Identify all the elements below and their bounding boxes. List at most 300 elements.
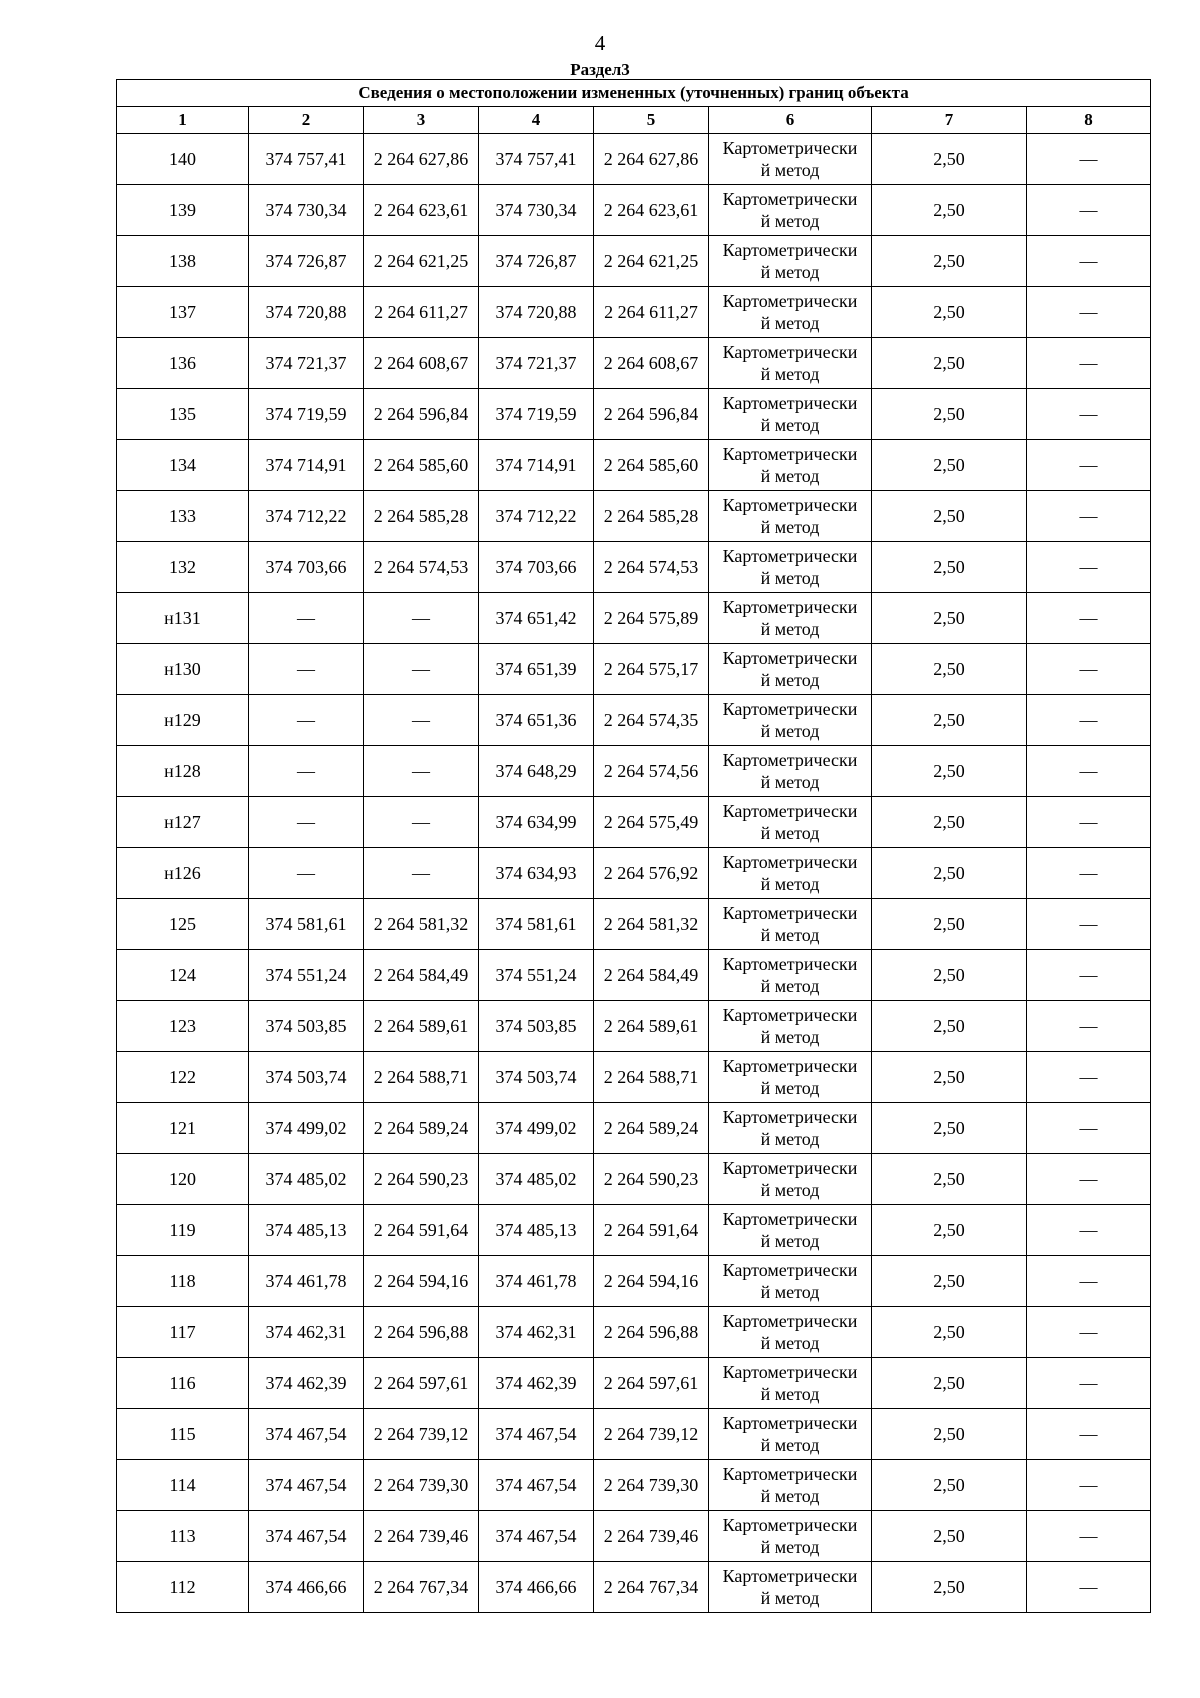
accuracy-cell: 2,50	[872, 491, 1027, 542]
point-number-cell: н128	[117, 746, 249, 797]
table-row	[117, 185, 1151, 236]
table-row	[117, 542, 1151, 593]
note-cell: —	[1027, 797, 1151, 848]
method-cell	[709, 899, 872, 950]
table-row	[117, 1562, 1151, 1613]
existing-x-cell: 374 719,59	[249, 389, 364, 440]
new-x-cell: 374 757,41	[479, 134, 594, 185]
note-cell: —	[1027, 338, 1151, 389]
point-number-cell: 136	[117, 338, 249, 389]
existing-y-cell: 2 264 585,28	[364, 491, 479, 542]
method-text: й метод	[760, 1282, 820, 1302]
point-number-cell: 117	[117, 1307, 249, 1358]
new-x-cell: 374 503,85	[479, 1001, 594, 1052]
existing-x-cell: 374 726,87	[249, 236, 364, 287]
method-text: Картометрически	[722, 342, 858, 362]
method-text: й метод	[760, 1537, 820, 1557]
table-caption-row	[117, 80, 1151, 107]
existing-y-cell: 2 264 591,64	[364, 1205, 479, 1256]
new-y-cell: 2 264 596,84	[594, 389, 709, 440]
new-y-cell: 2 264 596,88	[594, 1307, 709, 1358]
point-number-cell: 138	[117, 236, 249, 287]
existing-y-cell: 2 264 623,61	[364, 185, 479, 236]
new-y-cell: 2 264 589,61	[594, 1001, 709, 1052]
point-number-cell: 139	[117, 185, 249, 236]
method-text: й метод	[760, 976, 820, 996]
column-number: 8	[1027, 107, 1151, 134]
accuracy-cell: 2,50	[872, 1001, 1027, 1052]
method-text: й метод	[760, 925, 820, 945]
existing-y-cell: 2 264 767,34	[364, 1562, 479, 1613]
table-row	[117, 1409, 1151, 1460]
method-text: Картометрически	[722, 1413, 858, 1433]
method-text: й метод	[760, 874, 820, 894]
note-cell: —	[1027, 1001, 1151, 1052]
existing-y-cell: 2 264 621,25	[364, 236, 479, 287]
note-cell: —	[1027, 1154, 1151, 1205]
method-text: Картометрически	[722, 1566, 858, 1586]
new-x-cell: 374 720,88	[479, 287, 594, 338]
existing-x-cell: 374 730,34	[249, 185, 364, 236]
new-x-cell: 374 462,31	[479, 1307, 594, 1358]
note-cell: —	[1027, 950, 1151, 1001]
existing-x-cell: 374 721,37	[249, 338, 364, 389]
note-cell: —	[1027, 1511, 1151, 1562]
new-y-cell: 2 264 623,61	[594, 185, 709, 236]
method-cell	[709, 950, 872, 1001]
accuracy-cell: 2,50	[872, 1358, 1027, 1409]
existing-y-cell: 2 264 596,84	[364, 389, 479, 440]
new-x-cell: 374 703,66	[479, 542, 594, 593]
method-cell	[709, 542, 872, 593]
method-cell	[709, 1562, 872, 1613]
method-text: Картометрически	[722, 240, 858, 260]
new-x-cell: 374 721,37	[479, 338, 594, 389]
table-row	[117, 1256, 1151, 1307]
method-cell	[709, 1154, 872, 1205]
method-text: й метод	[760, 721, 820, 741]
point-number-cell: н126	[117, 848, 249, 899]
existing-y-cell: 2 264 588,71	[364, 1052, 479, 1103]
new-y-cell: 2 264 574,56	[594, 746, 709, 797]
new-x-cell: 374 467,54	[479, 1460, 594, 1511]
new-x-cell: 374 719,59	[479, 389, 594, 440]
point-number-cell: 121	[117, 1103, 249, 1154]
accuracy-cell: 2,50	[872, 1511, 1027, 1562]
method-text: й метод	[760, 262, 820, 282]
method-text: й метод	[760, 160, 820, 180]
note-cell: —	[1027, 134, 1151, 185]
new-x-cell: 374 467,54	[479, 1409, 594, 1460]
point-number-cell: 135	[117, 389, 249, 440]
note-cell: —	[1027, 440, 1151, 491]
table-row	[117, 593, 1151, 644]
table-row	[117, 389, 1151, 440]
accuracy-cell: 2,50	[872, 1256, 1027, 1307]
note-cell: —	[1027, 542, 1151, 593]
method-text: Картометрически	[722, 1311, 858, 1331]
new-x-cell: 374 485,13	[479, 1205, 594, 1256]
method-cell	[709, 1307, 872, 1358]
note-cell: —	[1027, 1103, 1151, 1154]
existing-y-cell: 2 264 585,60	[364, 440, 479, 491]
new-y-cell: 2 264 575,17	[594, 644, 709, 695]
existing-x-cell: —	[249, 797, 364, 848]
method-text: й метод	[760, 1588, 820, 1608]
new-y-cell: 2 264 588,71	[594, 1052, 709, 1103]
point-number-cell: н129	[117, 695, 249, 746]
existing-y-cell: 2 264 739,30	[364, 1460, 479, 1511]
new-y-cell: 2 264 621,25	[594, 236, 709, 287]
note-cell: —	[1027, 1256, 1151, 1307]
method-text: Картометрически	[722, 648, 858, 668]
accuracy-cell: 2,50	[872, 236, 1027, 287]
new-y-cell: 2 264 575,49	[594, 797, 709, 848]
existing-x-cell: —	[249, 848, 364, 899]
new-x-cell: 374 634,93	[479, 848, 594, 899]
method-cell	[709, 1358, 872, 1409]
table-row	[117, 695, 1151, 746]
point-number-cell: 112	[117, 1562, 249, 1613]
new-x-cell: 374 651,36	[479, 695, 594, 746]
point-number-cell: н130	[117, 644, 249, 695]
note-cell: —	[1027, 1205, 1151, 1256]
method-text: й метод	[760, 772, 820, 792]
method-text: Картометрически	[722, 393, 858, 413]
existing-y-cell: —	[364, 695, 479, 746]
table-row	[117, 1358, 1151, 1409]
accuracy-cell: 2,50	[872, 1154, 1027, 1205]
method-text: й метод	[760, 1333, 820, 1353]
new-y-cell: 2 264 575,89	[594, 593, 709, 644]
method-cell	[709, 1409, 872, 1460]
note-cell: —	[1027, 236, 1151, 287]
new-y-cell: 2 264 597,61	[594, 1358, 709, 1409]
section-title: Раздел3	[570, 60, 630, 79]
existing-x-cell: 374 485,13	[249, 1205, 364, 1256]
new-x-cell: 374 634,99	[479, 797, 594, 848]
accuracy-cell: 2,50	[872, 1409, 1027, 1460]
existing-x-cell: 374 581,61	[249, 899, 364, 950]
new-x-cell: 374 730,34	[479, 185, 594, 236]
method-text: Картометрически	[722, 1515, 858, 1535]
accuracy-cell: 2,50	[872, 185, 1027, 236]
existing-y-cell: 2 264 739,12	[364, 1409, 479, 1460]
method-text: Картометрически	[722, 138, 858, 158]
existing-x-cell: 374 503,85	[249, 1001, 364, 1052]
new-x-cell: 374 726,87	[479, 236, 594, 287]
note-cell: —	[1027, 491, 1151, 542]
point-number-cell: 132	[117, 542, 249, 593]
new-x-cell: 374 485,02	[479, 1154, 594, 1205]
method-cell	[709, 1205, 872, 1256]
note-cell: —	[1027, 1307, 1151, 1358]
column-number: 5	[594, 107, 709, 134]
method-text: й метод	[760, 1486, 820, 1506]
boundary-coordinates-table	[116, 79, 1151, 1613]
method-text: й метод	[760, 568, 820, 588]
method-cell	[709, 287, 872, 338]
table-row	[117, 491, 1151, 542]
note-cell: —	[1027, 1562, 1151, 1613]
point-number-cell: 125	[117, 899, 249, 950]
method-text: й метод	[760, 415, 820, 435]
column-number: 7	[872, 107, 1027, 134]
new-y-cell: 2 264 574,53	[594, 542, 709, 593]
note-cell: —	[1027, 695, 1151, 746]
accuracy-cell: 2,50	[872, 338, 1027, 389]
method-text: Картометрически	[722, 954, 858, 974]
table-row	[117, 1205, 1151, 1256]
existing-x-cell: 374 467,54	[249, 1460, 364, 1511]
existing-x-cell: 374 485,02	[249, 1154, 364, 1205]
method-cell	[709, 1460, 872, 1511]
accuracy-cell: 2,50	[872, 1562, 1027, 1613]
new-y-cell: 2 264 591,64	[594, 1205, 709, 1256]
method-text: Картометрически	[722, 903, 858, 923]
point-number-cell: 119	[117, 1205, 249, 1256]
column-number: 6	[709, 107, 872, 134]
existing-y-cell: 2 264 739,46	[364, 1511, 479, 1562]
method-text: Картометрически	[722, 444, 858, 464]
table-row	[117, 1052, 1151, 1103]
new-x-cell: 374 499,02	[479, 1103, 594, 1154]
accuracy-cell: 2,50	[872, 950, 1027, 1001]
column-number-row	[117, 107, 1151, 134]
new-y-cell: 2 264 581,32	[594, 899, 709, 950]
existing-y-cell: 2 264 611,27	[364, 287, 479, 338]
new-x-cell: 374 503,74	[479, 1052, 594, 1103]
point-number-cell: 120	[117, 1154, 249, 1205]
method-text: й метод	[760, 1384, 820, 1404]
method-text: й метод	[760, 1435, 820, 1455]
note-cell: —	[1027, 287, 1151, 338]
method-cell	[709, 134, 872, 185]
point-number-cell: 118	[117, 1256, 249, 1307]
table-row	[117, 950, 1151, 1001]
new-y-cell: 2 264 589,24	[594, 1103, 709, 1154]
method-text: й метод	[760, 1231, 820, 1251]
existing-y-cell: 2 264 608,67	[364, 338, 479, 389]
new-y-cell: 2 264 767,34	[594, 1562, 709, 1613]
table-row	[117, 287, 1151, 338]
point-number-cell: 113	[117, 1511, 249, 1562]
new-x-cell: 374 467,54	[479, 1511, 594, 1562]
table-row	[117, 1511, 1151, 1562]
table-row	[117, 236, 1151, 287]
accuracy-cell: 2,50	[872, 644, 1027, 695]
method-cell	[709, 1001, 872, 1052]
existing-y-cell: 2 264 627,86	[364, 134, 479, 185]
method-text: й метод	[760, 670, 820, 690]
table-caption: Сведения о местоположении измененных (уточненных) границ объекта	[117, 80, 1151, 107]
method-cell	[709, 389, 872, 440]
existing-y-cell: 2 264 584,49	[364, 950, 479, 1001]
method-text: Картометрически	[722, 597, 858, 617]
existing-y-cell: 2 264 589,61	[364, 1001, 479, 1052]
accuracy-cell: 2,50	[872, 1103, 1027, 1154]
point-number-cell: 122	[117, 1052, 249, 1103]
existing-y-cell: 2 264 581,32	[364, 899, 479, 950]
existing-x-cell: 374 712,22	[249, 491, 364, 542]
new-y-cell: 2 264 576,92	[594, 848, 709, 899]
point-number-cell: н131	[117, 593, 249, 644]
method-text: й метод	[760, 466, 820, 486]
table-row	[117, 1307, 1151, 1358]
existing-x-cell: 374 503,74	[249, 1052, 364, 1103]
existing-x-cell: 374 551,24	[249, 950, 364, 1001]
column-number: 4	[479, 107, 594, 134]
method-cell	[709, 1511, 872, 1562]
existing-x-cell: —	[249, 746, 364, 797]
note-cell: —	[1027, 1052, 1151, 1103]
accuracy-cell: 2,50	[872, 542, 1027, 593]
accuracy-cell: 2,50	[872, 440, 1027, 491]
method-text: й метод	[760, 364, 820, 384]
point-number-cell: 114	[117, 1460, 249, 1511]
method-cell	[709, 695, 872, 746]
existing-y-cell: 2 264 594,16	[364, 1256, 479, 1307]
note-cell: —	[1027, 185, 1151, 236]
method-text: й метод	[760, 1180, 820, 1200]
method-cell	[709, 1103, 872, 1154]
method-text: й метод	[760, 313, 820, 333]
new-y-cell: 2 264 627,86	[594, 134, 709, 185]
accuracy-cell: 2,50	[872, 1052, 1027, 1103]
method-text: Картометрически	[722, 1056, 858, 1076]
point-number-cell: 115	[117, 1409, 249, 1460]
method-cell	[709, 644, 872, 695]
method-text: Картометрически	[722, 1158, 858, 1178]
table-row	[117, 134, 1151, 185]
existing-x-cell: 374 467,54	[249, 1409, 364, 1460]
method-text: Картометрически	[722, 852, 858, 872]
note-cell: —	[1027, 746, 1151, 797]
note-cell: —	[1027, 389, 1151, 440]
method-text: й метод	[760, 1129, 820, 1149]
accuracy-cell: 2,50	[872, 746, 1027, 797]
point-number-cell: н127	[117, 797, 249, 848]
existing-x-cell: 374 462,31	[249, 1307, 364, 1358]
new-y-cell: 2 264 585,60	[594, 440, 709, 491]
accuracy-cell: 2,50	[872, 593, 1027, 644]
existing-x-cell: 374 467,54	[249, 1511, 364, 1562]
method-text: Картометрически	[722, 1464, 858, 1484]
new-x-cell: 374 712,22	[479, 491, 594, 542]
table-row	[117, 848, 1151, 899]
method-text: Картометрически	[722, 801, 858, 821]
method-text: Картометрически	[722, 495, 858, 515]
method-cell	[709, 236, 872, 287]
existing-x-cell: 374 466,66	[249, 1562, 364, 1613]
accuracy-cell: 2,50	[872, 287, 1027, 338]
method-text: й метод	[760, 211, 820, 231]
page-number: 4	[594, 31, 606, 55]
point-number-cell: 137	[117, 287, 249, 338]
method-cell	[709, 848, 872, 899]
accuracy-cell: 2,50	[872, 797, 1027, 848]
table-row	[117, 1001, 1151, 1052]
existing-x-cell: 374 461,78	[249, 1256, 364, 1307]
existing-y-cell: 2 264 590,23	[364, 1154, 479, 1205]
new-x-cell: 374 581,61	[479, 899, 594, 950]
method-text: Картометрически	[722, 699, 858, 719]
method-text: Картометрически	[722, 1209, 858, 1229]
existing-y-cell: —	[364, 797, 479, 848]
existing-x-cell: —	[249, 593, 364, 644]
accuracy-cell: 2,50	[872, 848, 1027, 899]
table-row	[117, 1460, 1151, 1511]
new-y-cell: 2 264 584,49	[594, 950, 709, 1001]
accuracy-cell: 2,50	[872, 1205, 1027, 1256]
new-y-cell: 2 264 739,12	[594, 1409, 709, 1460]
existing-x-cell: —	[249, 695, 364, 746]
new-y-cell: 2 264 585,28	[594, 491, 709, 542]
method-text: Картометрически	[722, 750, 858, 770]
existing-x-cell: 374 720,88	[249, 287, 364, 338]
table-row	[117, 644, 1151, 695]
method-text: Картометрически	[722, 189, 858, 209]
accuracy-cell: 2,50	[872, 1307, 1027, 1358]
method-cell	[709, 1256, 872, 1307]
method-text: й метод	[760, 1078, 820, 1098]
accuracy-cell: 2,50	[872, 899, 1027, 950]
note-cell: —	[1027, 644, 1151, 695]
note-cell: —	[1027, 1358, 1151, 1409]
new-y-cell: 2 264 608,67	[594, 338, 709, 389]
new-y-cell: 2 264 739,30	[594, 1460, 709, 1511]
existing-x-cell: 374 703,66	[249, 542, 364, 593]
column-number: 3	[364, 107, 479, 134]
existing-x-cell: 374 462,39	[249, 1358, 364, 1409]
table-row	[117, 899, 1151, 950]
point-number-cell: 123	[117, 1001, 249, 1052]
point-number-cell: 140	[117, 134, 249, 185]
method-cell	[709, 440, 872, 491]
new-x-cell: 374 651,39	[479, 644, 594, 695]
point-number-cell: 116	[117, 1358, 249, 1409]
column-number: 2	[249, 107, 364, 134]
existing-y-cell: —	[364, 848, 479, 899]
existing-y-cell: —	[364, 593, 479, 644]
existing-y-cell: —	[364, 746, 479, 797]
note-cell: —	[1027, 1409, 1151, 1460]
method-text: й метод	[760, 517, 820, 537]
new-x-cell: 374 648,29	[479, 746, 594, 797]
table-row	[117, 338, 1151, 389]
method-text: й метод	[760, 823, 820, 843]
method-cell	[709, 1052, 872, 1103]
new-x-cell: 374 466,66	[479, 1562, 594, 1613]
method-text: Картометрически	[722, 546, 858, 566]
table-row	[117, 1154, 1151, 1205]
existing-y-cell: 2 264 574,53	[364, 542, 479, 593]
table-row	[117, 440, 1151, 491]
method-cell	[709, 338, 872, 389]
existing-y-cell: 2 264 596,88	[364, 1307, 479, 1358]
new-x-cell: 374 651,42	[479, 593, 594, 644]
method-text: Картометрически	[722, 1107, 858, 1127]
column-number: 1	[117, 107, 249, 134]
existing-y-cell: 2 264 589,24	[364, 1103, 479, 1154]
table-body	[117, 134, 1151, 1613]
new-y-cell: 2 264 739,46	[594, 1511, 709, 1562]
note-cell: —	[1027, 1460, 1151, 1511]
table-row	[117, 1103, 1151, 1154]
new-x-cell: 374 462,39	[479, 1358, 594, 1409]
new-y-cell: 2 264 611,27	[594, 287, 709, 338]
accuracy-cell: 2,50	[872, 695, 1027, 746]
